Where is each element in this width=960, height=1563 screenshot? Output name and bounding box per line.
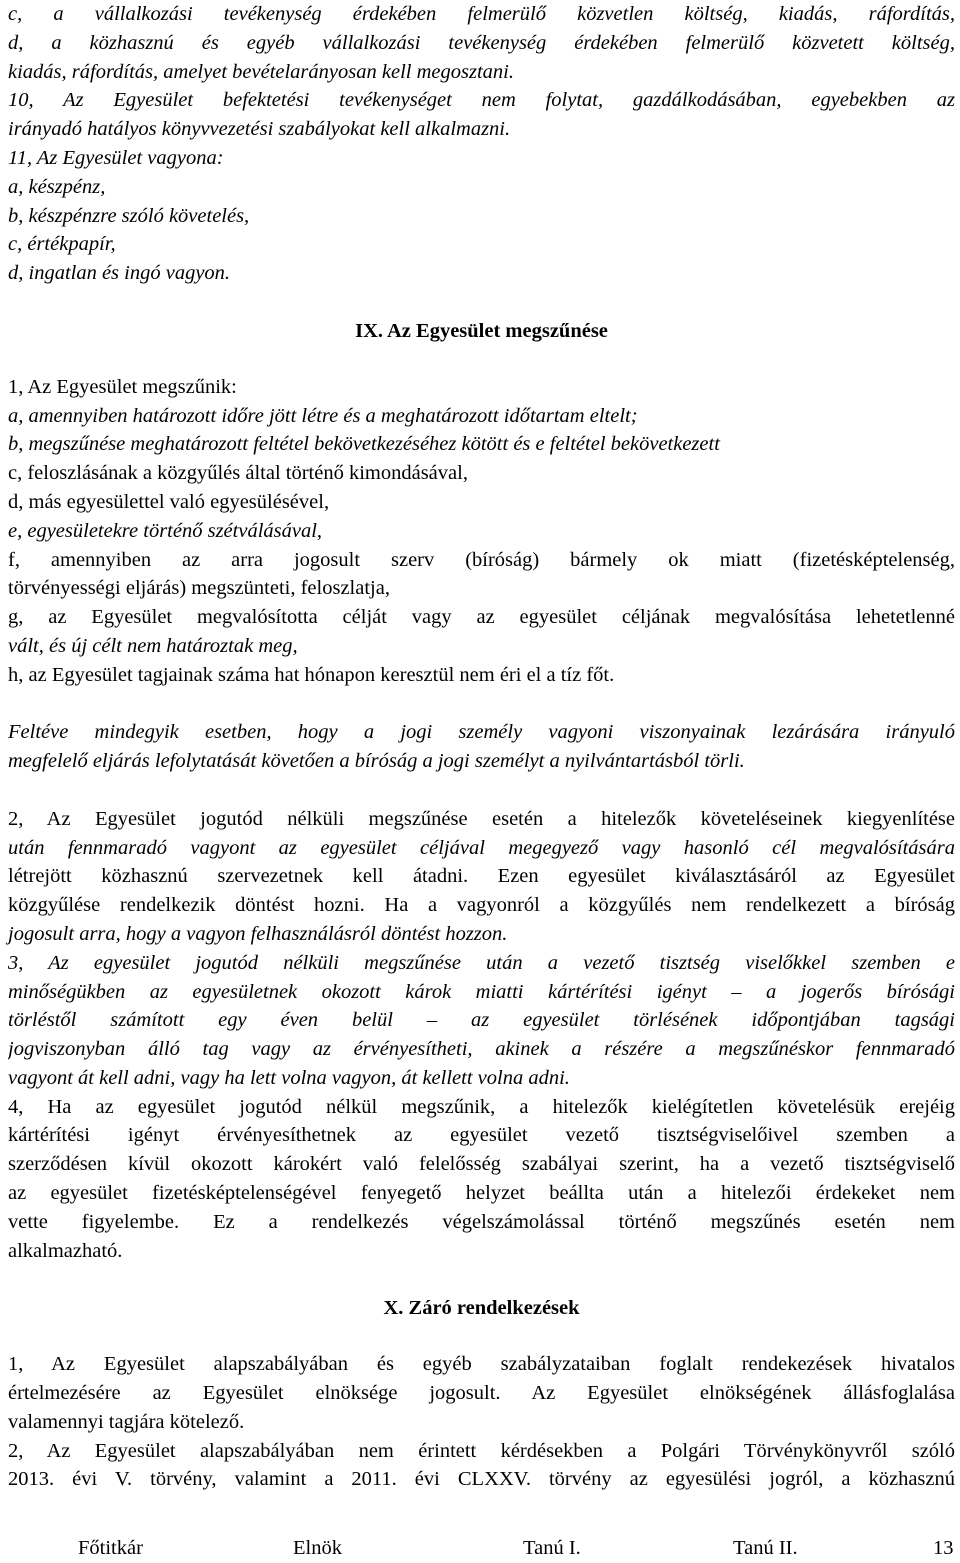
text-line: közgyűlése rendelkezik döntést hozni. Ha a vagyonról a közgyűlés nem rendelkezett a bíróság bbox=[8, 894, 955, 917]
text-line: valamennyi tagjára kötelező. bbox=[8, 1410, 245, 1433]
text-line: törléstől számított egy éven belül – az egyesület törlésének időpontjában tagsági bbox=[8, 1009, 955, 1032]
text-line: kiadás, ráfordítás, amelyet bevételarányosan kell megosztani. bbox=[8, 60, 514, 83]
text-line: az egyesület fizetésképtelenségével fenyegető helyzet beállta után a hitelezői érdekeket nem bbox=[8, 1182, 955, 1205]
section-block-4 bbox=[8, 805, 955, 1266]
text-line: értelmezésére az Egyesület elnöksége jogosult. Az Egyesület elnökségének állásfoglalása bbox=[8, 1382, 955, 1405]
text-line: d, a közhasznú és egyéb vállalkozási tevékenység érdekében felmerülő közvetett költség, bbox=[8, 31, 955, 54]
text-line: 3, Az egyesület jogutód nélküli megszűnése után a vezető tisztség viselőkkel szemben e bbox=[8, 951, 955, 974]
text-line: törvényességi eljárás) megszünteti, feloszlatja, bbox=[8, 577, 390, 600]
text-line: f, amennyiben az arra jogosult szerv (bíróság) bármely ok miatt (fizetésképtelenség, bbox=[8, 548, 955, 571]
text-line: kártérítési igényt érvényesíthetnek az egyesület vezető tisztségviselőivel szemben a bbox=[8, 1124, 955, 1147]
text-line: b, megszűnése meghatározott feltétel bekövetkezéséhez kötött és e feltétel bekövetkezett bbox=[8, 433, 720, 456]
footer-label-tanu-1: Tanú I. bbox=[523, 1537, 581, 1559]
text-line: h, az Egyesület tagjainak száma hat hónapon keresztül nem éri el a tíz főt. bbox=[8, 663, 615, 686]
document-page bbox=[8, 0, 955, 1494]
text-line: jogviszonyban álló tag vagy az érvényesítheti, akinek a részére a megszűnéskor fennmaradó bbox=[8, 1038, 955, 1061]
text-line: c, értékpapír, bbox=[8, 233, 116, 256]
section-block-3 bbox=[8, 718, 955, 776]
text-line: 2, Az Egyesület alapszabályában nem érintett kérdésekben a Polgári Törvénykönyvről szóló bbox=[8, 1439, 955, 1462]
section-block-1 bbox=[8, 0, 955, 288]
text-line: g, az Egyesület megvalósította célját vagy az egyesület céljának megvalósítása lehetetlenné bbox=[8, 606, 955, 629]
text-line: vált, és új célt nem határoztak meg, bbox=[8, 634, 298, 657]
heading-x: X. Záró rendelkezések bbox=[383, 1297, 580, 1320]
text-line: 2013. évi V. törvény, valamint a 2011. évi CLXXV. törvény az egyesülési jogról, a közhasznú bbox=[8, 1468, 955, 1491]
text-line: 1, Az Egyesület alapszabályában és egyéb szabályzataiban foglalt rendekezések hivatalos bbox=[8, 1353, 955, 1376]
text-line: megfelelő eljárás lefolytatását követően a bíróság a jogi személyt a nyilvántartásból törli. bbox=[8, 750, 745, 773]
text-line: után fennmaradó vagyont az egyesület céljával megegyező vagy hasonló cél megvalósítására bbox=[8, 836, 955, 859]
page-number: 13 bbox=[933, 1537, 954, 1559]
text-line: a, készpénz, bbox=[8, 175, 106, 198]
heading-ix: IX. Az Egyesület megszűnése bbox=[355, 319, 608, 342]
text-line: irányadó hatályos könyvvezetési szabályokat kell alkalmazni. bbox=[8, 118, 511, 141]
text-line: 4, Ha az egyesület jogutód nélkül megszűnik, a hitelezők kielégítetlen követelésük erejéig bbox=[8, 1095, 955, 1118]
text-line: b, készpénzre szóló követelés, bbox=[8, 204, 250, 227]
text-line: létrejött közhasznú szervezetnek kell átadni. Ezen egyesület kiválasztásáról az Egyesület bbox=[8, 865, 955, 888]
text-line: jogosult arra, hogy a vagyon felhasználásról döntést hozzon. bbox=[8, 922, 508, 945]
text-line: a, amennyiben határozott időre jött létre és a meghatározott időtartam eltelt; bbox=[8, 404, 638, 427]
text-line: vagyont át kell adni, vagy ha lett volna vagyon, át kellett volna adni. bbox=[8, 1066, 570, 1089]
footer-label-elnok: Elnök bbox=[293, 1537, 342, 1559]
text-line: c, feloszlásának a közgyűlés által történő kimondásával, bbox=[8, 462, 468, 485]
section-block-5 bbox=[8, 1350, 955, 1494]
signature-footer bbox=[78, 1534, 960, 1563]
text-line: d, ingatlan és ingó vagyon. bbox=[8, 262, 231, 285]
footer-label-tanu-2: Tanú II. bbox=[733, 1537, 798, 1559]
text-line: d, más egyesülettel való egyesülésével, bbox=[8, 490, 330, 513]
text-line: minőségükben az egyesületnek okozott károk miatti kártérítési igényt – a jogerős bírósági bbox=[8, 980, 955, 1003]
text-line: alkalmazható. bbox=[8, 1239, 123, 1262]
text-line: vette figyelembe. Ez a rendelkezés végelszámolással történő megszűnés esetén nem bbox=[8, 1210, 955, 1233]
text-line: c, a vállalkozási tevékenység érdekében felmerülő közvetlen költség, kiadás, ráfordítás, bbox=[8, 3, 955, 25]
text-line: 1, Az Egyesület megszűnik: bbox=[8, 375, 237, 398]
text-line: 11, Az Egyesület vagyona: bbox=[8, 146, 224, 169]
text-line: 10, Az Egyesület befektetési tevékenységet nem folytat, gazdálkodásában, egyebekben az bbox=[8, 89, 955, 112]
text-line: 2, Az Egyesület jogutód nélküli megszűnése esetén a hitelezők követeléseinek kiegyenlítése bbox=[8, 807, 955, 830]
section-block-2 bbox=[8, 373, 955, 690]
text-line: szerződésen kívül okozott károkért való felelősség szabályai szerint, ha a vezető tisztségviselő bbox=[8, 1153, 955, 1176]
text-line: e, egyesületekre történő szétválásával, bbox=[8, 519, 323, 542]
text-line: Feltéve mindegyik esetben, hogy a jogi személy vagyoni viszonyainak lezárására irányuló bbox=[8, 721, 955, 744]
footer-label-fotitkar: Főtitkár bbox=[78, 1537, 143, 1559]
